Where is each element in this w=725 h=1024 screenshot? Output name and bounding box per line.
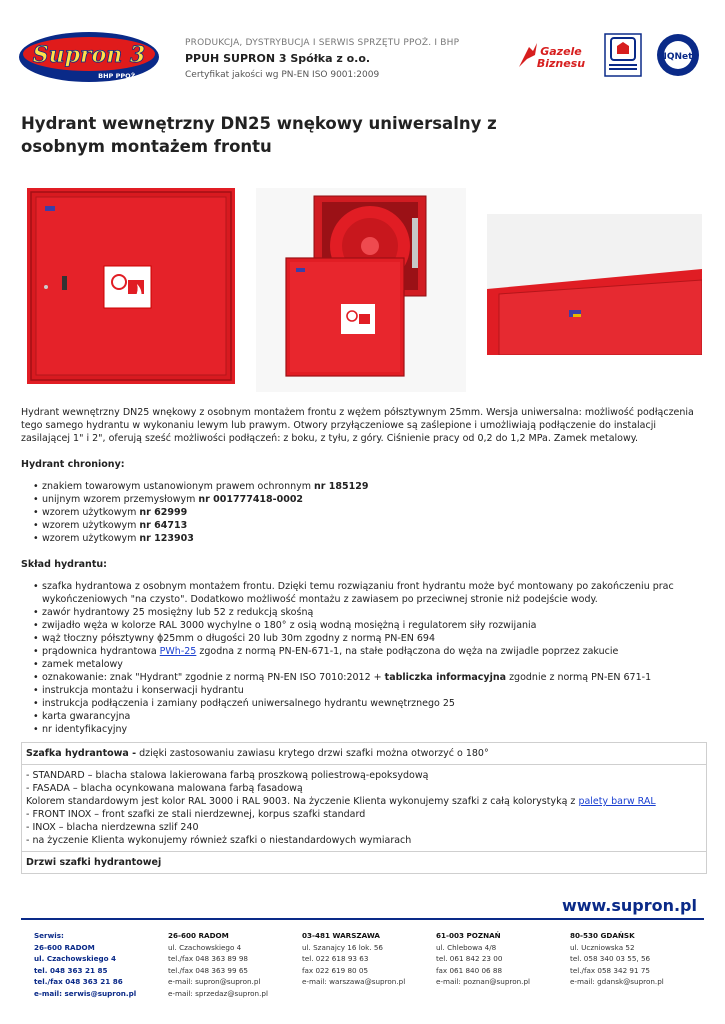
list-item: • szafka hydrantowa z osobnym montażem frontu. Dzięki temu rozwiązaniu front hydrantu może być montowany po zakończeniu prac wykończeniowych "na czysto". Dodatkowo możliwość montażu z zawiasem po przeciwnej stronie niż podejście wody. [33,580,707,606]
list-item: • prądownica hydrantowa PWh-25 zgodna z normą PN-EN-671-1, na stałe podłączona do węża na zwijadle poprzez zakucie [33,645,707,658]
list-item: • wzorem użytkowym nr 64713 [33,519,707,532]
pwh-25-link[interactable]: PWh-25 [159,646,197,657]
hydrant-cabinet-open-image[interactable] [256,188,466,392]
intro-paragraph: Hydrant wewnętrzny DN25 wnękowy z osobnym montażem frontu z wężem półsztywnym 25mm. Wersja uniwersalna: możliwość podłączenia tego samego hydrantu w wykonaniu lewym lub prawym. Otwory przyłączeniowe są zaślepione i umożliwiają podłączenie do instalacji zasilającej 1" i 2", oferują sześć możliwości podłączeń: z boku, z tyłu, z góry. Ciśnienie pracy od 0,2 do 1,2 MPa. Zamek metalowy. [21,407,694,444]
list-item: • wzorem użytkowym nr 123903 [33,532,707,545]
header-badges [515,30,701,80]
footer-column-gdansk: 80-530 GDAŃSK ul. Uczniowska 52 tel. 058 340 03 55, 56 tel./fax 058 342 91 75 e-mail: gdansk@supron.pl [570,931,664,986]
composition-title: Skład hydrantu: [21,559,107,570]
footer-column-poznan: 61-003 POZNAŃ ul. Chlebowa 4/8 tel. 061 842 23 00 fax 061 840 06 88 e-mail: poznan@supron.pl [436,931,531,986]
footer-column-radom: 26-600 RADOM ul. Czachowskiego 4 tel./fax 048 363 89 98 tel./fax 048 363 99 65 e-mail: supron@supron.pl e-mail: sprzedaz@supron.pl [168,931,268,998]
svg-text:Supron 3: Supron 3 [32,42,146,68]
list-item: • znakiem towarowym ustanowionym prawem ochronnym nr 185129 [33,480,707,493]
website-link[interactable]: www.supron.pl [561,896,697,915]
footer-column-warszawa: 03-481 WARSZAWA ul. Szanajcy 16 lok. 56 tel. 022 618 93 63 fax 022 619 80 05 e-mail: warszawa@supron.pl [302,931,406,986]
list-item: • wzorem użytkowym nr 62999 [33,506,707,519]
content [21,406,707,874]
footer-column-service: Serwis: 26-600 RADOM ul. Czachowskiego 4 tel. 048 363 21 85 tel./fax 048 363 21 86 e-mail: serwis@supron.pl [34,931,137,998]
list-item: • oznakowanie: znak "Hydrant" zgodnie z normą PN-EN ISO 7010:2012 + tabliczka informacyjna zgodnie z normą PN-EN 671-1 [33,671,707,684]
page-title: Hydrant wewnętrzny DN25 wnękowy uniwersalny z osobnym montażem frontu [21,114,497,156]
protected-title: Hydrant chroniony: [21,459,125,470]
list-item: • unijnym wzorem przemysłowym nr 001777418-0002 [33,493,707,506]
hydrant-cabinet-detail-image[interactable] [487,214,702,355]
footer-divider [21,918,704,920]
list-item: • instrukcja podłączenia i zamiany podłączeń uniwersalnego hydrantu wewnętrznego 25 [33,697,707,710]
svg-text:Biznesu: Biznesu [536,57,586,70]
protected-list [33,480,707,545]
table-row: - STANDARD – blacha stalowa lakierowana farbą proszkową poliestrową-epoksydową - FASADA – blacha ocynkowana malowana farbą fasadową Kolorem standardowym jest kolor RAL 3000 i RAL 9003. Na życzenie Klienta wykonujemy szafki z całą kolorystyką z palety barw RAL - FRONT INOX – front szafki ze stali nierdzewnej, korpus szafki standard - INOX – blacha nierdzewna szlif 240 - na życzenie Klienta wykonujemy również szafki o niestandardowych wymiarach [22,764,706,851]
certificate-text: Certyfikat jakości wg PN-EN ISO 9001:2009 [185,70,380,80]
table-row: Szafka hydrantowa - dzięki zastosowaniu zawiasu krytego drzwi szafki można otworzyć o 180° [26,748,489,759]
list-item: • nr identyfikacyjny [33,723,707,736]
list-item: • zawór hydrantowy 25 mosiężny lub 52 z redukcją skośną [33,606,707,619]
supron-logo[interactable] [18,30,161,84]
list-item: • zwijadło węża w kolorze RAL 3000 wychylne o 180° z osią wodną mosiężną i regulatorem siły rozwijania [33,619,707,632]
svg-text:BHP PPOŻ.: BHP PPOŻ. [98,72,138,80]
list-item: • wąż tłoczny półsztywny ϕ25mm o długości 20 lub 30m zgodny z normą PN-EN 694 [33,632,707,645]
header-tagline: PRODUKCJA, DYSTRYBUCJA I SERWIS SPRZĘTU PPOŻ. I BHP [185,38,460,48]
cabinet-info-table [21,742,707,874]
footer-contacts [34,930,704,999]
iqnet-badge [655,32,701,78]
company-name: PPUH SUPRON 3 Spółka z o.o. [185,52,371,65]
svg-text:IQNet: IQNet [663,52,693,62]
table-row: Drzwi szafki hydrantowej [22,851,706,873]
hydrant-cabinet-closed-image[interactable] [27,188,235,384]
gazele-biznesu-badge [515,37,591,73]
composition-list [33,580,707,736]
ral-palette-link[interactable]: palety barw RAL [578,796,656,807]
list-item: • karta gwarancyjna [33,710,707,723]
svg-text:Gazele: Gazele [540,45,582,58]
list-item: • zamek metalowy [33,658,707,671]
certificate-badge [603,32,643,78]
list-item: • instrukcja montażu i konserwacji hydrantu [33,684,707,697]
